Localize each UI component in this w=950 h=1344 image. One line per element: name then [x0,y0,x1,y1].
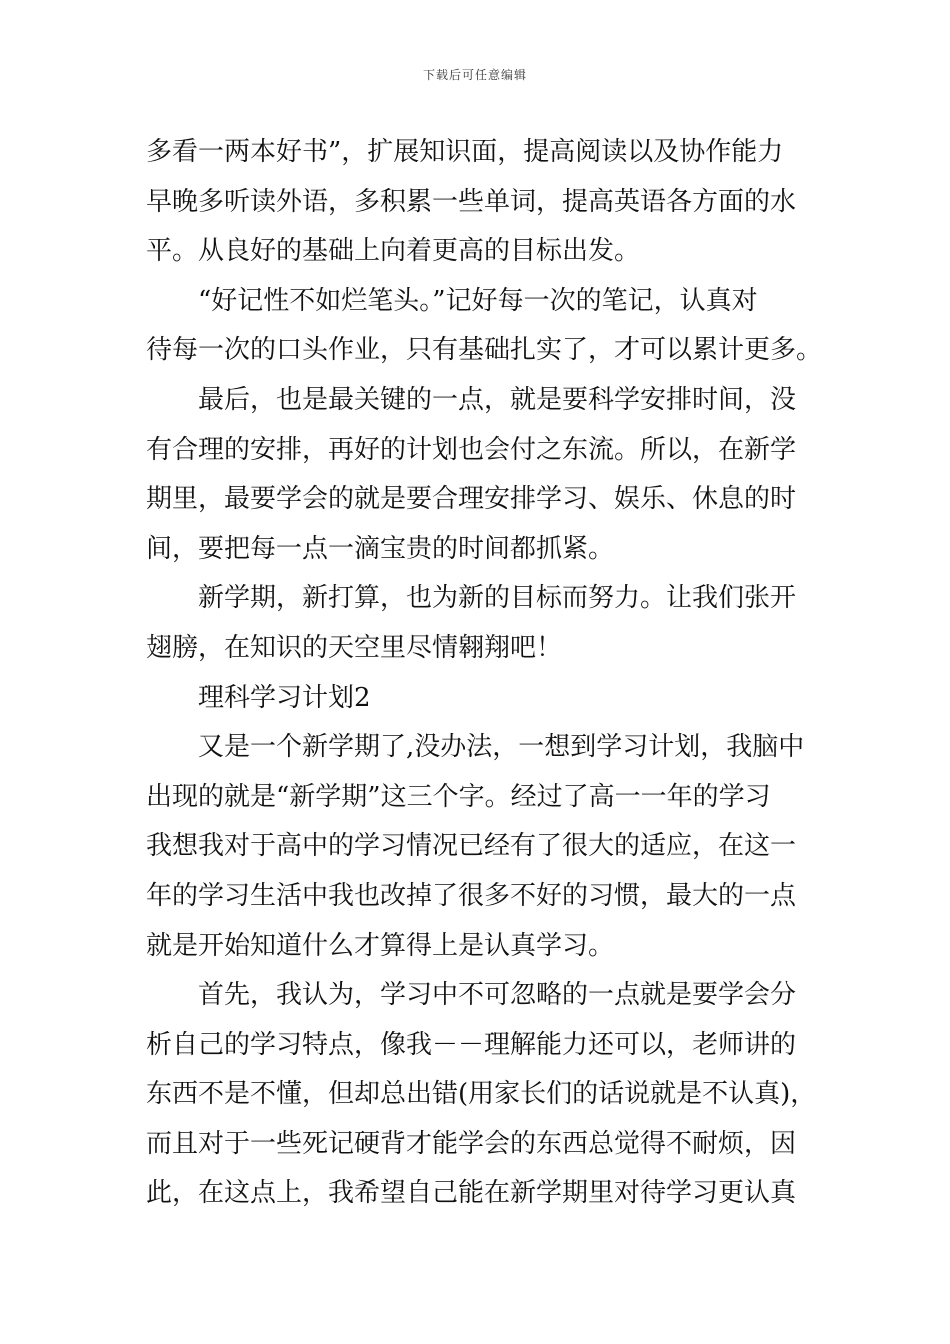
text-line: 间，要把每一点一滴宝贵的时间都抓紧。 [146,533,615,564]
text-line: 期里，最要学会的就是要合理安排学习、娱乐、休息的时 [146,484,797,515]
text-line: 我想我对于高中的学习情况已经有了很大的适应，在这一 [146,831,797,862]
text-line: 就是开始知道什么才算得上是认真学习。 [146,930,615,961]
text-line: 翅膀，在知识的天空里尽情翱翔吧！ [146,632,563,663]
text-line: 待每一次的口头作业，只有基础扎实了，才可以累计更多。 [146,335,823,366]
text-line: 析自己的学习特点，像我－－理解能力还可以，老师讲的 [146,1029,797,1060]
section-heading: 理科学习计划2 [198,682,371,713]
text-line: 早晚多听读外语，多积累一些单词，提高英语各方面的水 [146,186,797,217]
text-line: “好记性不如烂笔头。”记好每一次的笔记，认真对 [198,285,758,316]
text-line: 而且对于一些死记硬背才能学会的东西总觉得不耐烦，因 [146,1128,797,1159]
text-line: 首先，我认为，学习中不可忽略的一点就是要学会分 [198,980,797,1011]
text-line: 平。从良好的基础上向着更高的目标出发。 [146,236,641,267]
text-line: 新学期，新打算，也为新的目标而努力。让我们张开 [198,583,797,614]
text-line: 最后，也是最关键的一点，就是要科学安排时间，没 [198,384,797,415]
text-line: 多看一两本好书”，扩展知识面，提高阅读以及协作能力 [146,137,784,167]
text-line: 东西不是不懂，但却总出错(用家长们的话说就是不认真)， [146,1079,817,1110]
document-body [146,128,823,1219]
text-line: 年的学习生活中我也改掉了很多不好的习惯，最大的一点 [146,880,797,911]
text-line: 又是一个新学期了,没办法，一想到学习计划，我脑中 [198,732,805,763]
text-line: 有合理的安排，再好的计划也会付之东流。所以，在新学 [146,434,797,465]
text-line: 出现的就是“新学期”这三个字。经过了高一一年的学习 [146,781,771,812]
header-note: 下载后可任意编辑 [422,68,527,82]
text-line: 此，在这点上，我希望自己能在新学期里对待学习更认真 [146,1178,797,1209]
